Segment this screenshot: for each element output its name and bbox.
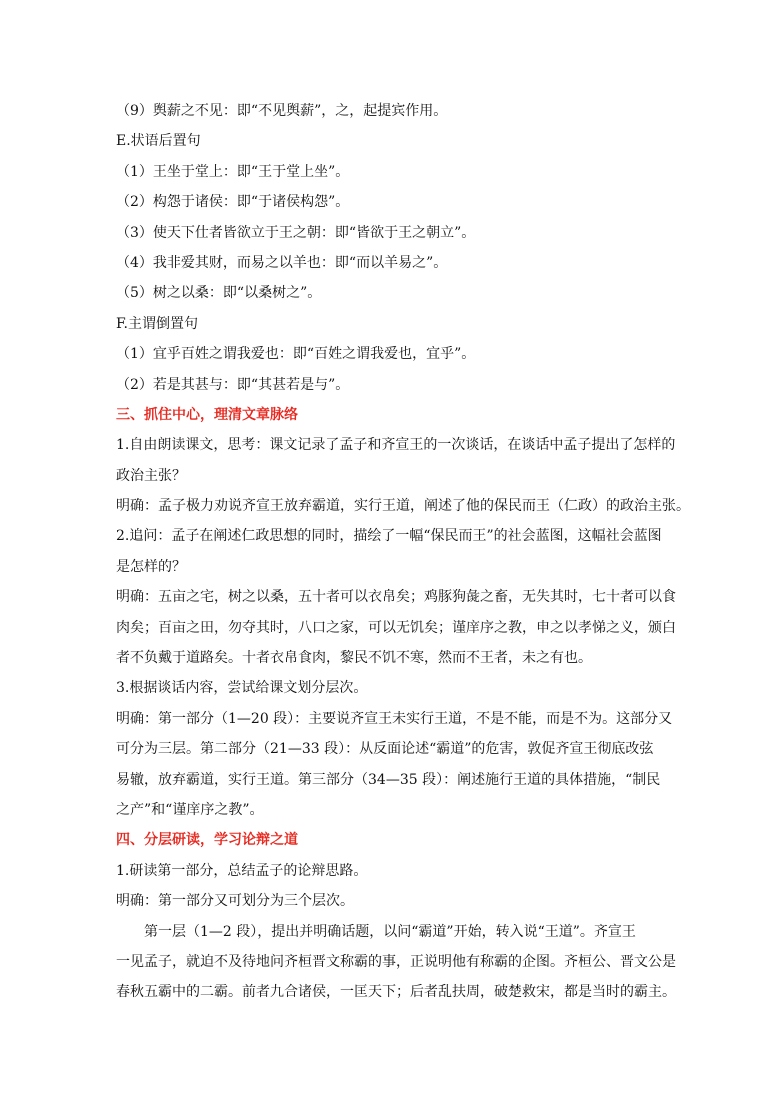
text-line: （9）舆薪之不见：即“不见舆薪”，之，起提宾作用。 <box>116 103 448 119</box>
section-heading: 三、抓住中心，理清文章脉络 <box>116 406 298 423</box>
question-line: 1.研读第一部分，总结孟子的论辩思路。 <box>116 862 368 879</box>
document-page <box>116 96 690 1008</box>
text-line: （2）构怨于诸侯：即“于诸侯构怨”。 <box>116 194 350 211</box>
answer-line: 者不负戴于道路矣。十者衣帛食肉，黎民不饥不寒，然而不王者，未之有也。 <box>116 650 592 667</box>
paragraph-line: 春秋五霸中的二霸。前者九合诸侯，一匡天下；后者乱扶周，破楚救宋，都是当时的霸主。 <box>116 984 676 1001</box>
answer-line: 之产”和“谨庠序之教”。 <box>116 801 264 818</box>
section-label: F.主谓倒置句 <box>116 315 198 332</box>
answer-line: 明确：孟子极力劝说齐宣王放弃霸道，实行王道，阐述了他的保民而王（仁政）的政治主张。 <box>116 498 690 515</box>
answer-line: 易辙，放弃霸道，实行王道。第三部分（34—35 段）：阐述施行王道的具体措施，“制民 <box>116 771 661 788</box>
text-line: （3）使天下仕者皆欲立于王之朝：即“皆欲于王之朝立”。 <box>116 224 476 241</box>
answer-line: 明确：五亩之宅，树之以桑，五十者可以衣帛矣；鸡豚狗彘之畜，无失其时，七十者可以食 <box>116 589 676 606</box>
section-label: E.状语后置句 <box>116 133 201 150</box>
answer-line: 明确：第一部分又可划分为三个层次。 <box>116 893 354 910</box>
question-line: 是怎样的？ <box>116 558 186 575</box>
paragraph-line: 一见孟子，就迫不及待地问齐桓晋文称霸的事，正说明他有称霸的企图。齐桓公、晋文公是 <box>116 953 676 970</box>
text-line: （4）我非爱其财，而易之以羊也：即“而以羊易之”。 <box>116 254 448 271</box>
paragraph-line: 第一层（1—2 段），提出并明确话题，以问“霸道”开始，转入说“王道”。齐宣王 <box>144 923 636 940</box>
answer-line: 可分为三层。第二部分（21—33 段）：从反面论述“霸道”的危害，敦促齐宣王彻底改弦 <box>116 741 654 758</box>
text-line: （5）树之以桑：即“以桑树之”。 <box>116 285 322 302</box>
answer-line: 明确：第一部分（1—20 段）：主要说齐宣王未实行王道，不是不能，而是不为。这部分又 <box>116 710 673 727</box>
text-line: （2）若是其甚与：即“其甚若是与”。 <box>116 376 350 393</box>
text-line: （1）宜乎百姓之谓我爱也：即“百姓之谓我爱也，宜乎”。 <box>116 346 476 363</box>
question-line: 2.追问：孟子在阐述仁政思想的同时，描绘了一幅“保民而王”的社会蓝图，这幅社会蓝图 <box>116 528 662 545</box>
question-line: 3.根据谈话内容，尝试给课文划分层次。 <box>116 680 368 697</box>
section-heading: 四、分层研读，学习论辩之道 <box>116 832 298 849</box>
question-line: 政治主张？ <box>116 467 186 484</box>
text-line: （1）王坐于堂上：即“王于堂上坐”。 <box>116 163 350 180</box>
answer-line: 肉矣；百亩之田，勿夺其时，八口之家，可以无饥矣；谨庠序之教，申之以孝悌之义，颁白 <box>116 619 676 636</box>
question-line: 1.自由朗读课文，思考：课文记录了孟子和齐宣王的一次谈话，在谈话中孟子提出了怎样的 <box>116 437 676 454</box>
